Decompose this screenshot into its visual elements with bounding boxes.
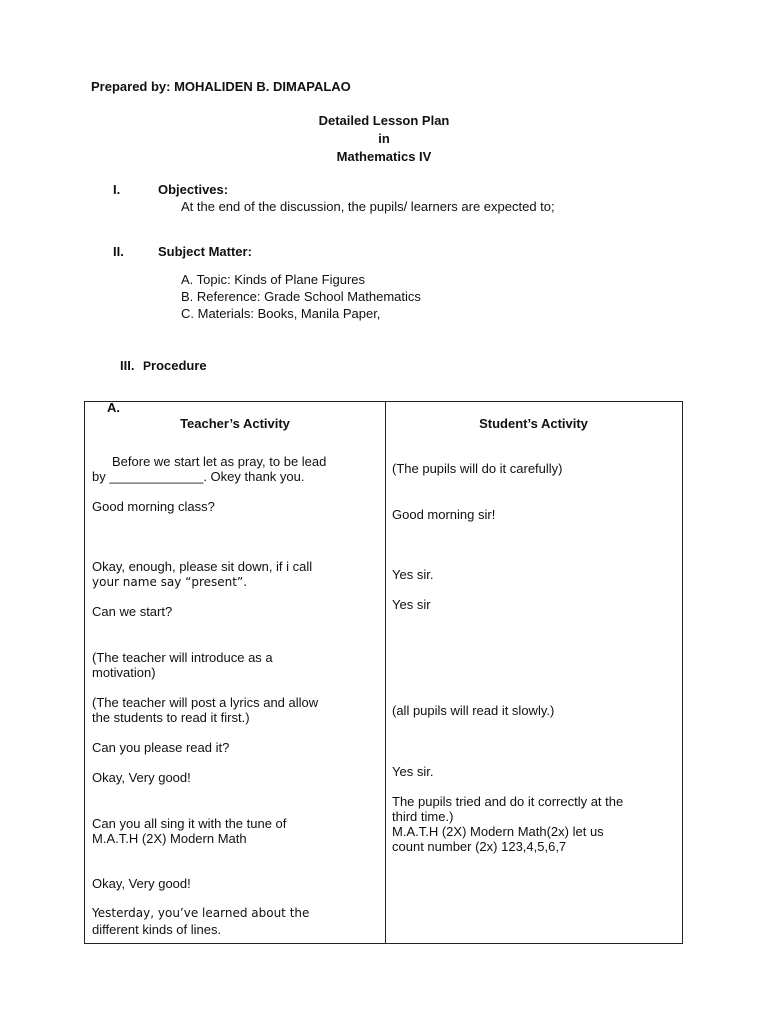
student-read-slowly: (all pupils will read it slowly.)	[392, 703, 555, 718]
teacher-very-good-1: Okay, Very good!	[92, 770, 191, 785]
title-line-2: in	[378, 131, 390, 146]
teacher-sit-down: Okay, enough, please sit down, if i call	[92, 559, 313, 574]
student-activity-header: Student’s Activity	[479, 416, 588, 431]
teacher-yesterday: Yesterday, you’ve learned about the	[92, 906, 310, 920]
title-line-1: Detailed Lesson Plan	[318, 113, 450, 128]
procedure-numeral: III.	[120, 358, 135, 373]
title-line-3: Mathematics IV	[336, 149, 432, 164]
teacher-greeting: Good morning class?	[92, 499, 215, 514]
objectives-text: At the end of the discussion, the pupils/ learners are expected to;	[181, 199, 555, 214]
teacher-prayer: Before we start let as pray, to be lead by _____________. Okey thank you.	[92, 454, 327, 484]
teacher-motivation: (The teacher will introduce as a motivation)	[92, 650, 273, 680]
objectives-heading: Objectives:	[158, 182, 229, 197]
subject-materials: C. Materials: Books, Manila Paper,	[181, 306, 381, 321]
teacher-read-it: Can you please read it?	[92, 740, 230, 755]
objectives-numeral: I.	[113, 182, 121, 197]
student-yes-sir-1: Yes sir.	[392, 567, 434, 582]
activity-table	[84, 401, 683, 944]
procedure-heading: Procedure	[143, 358, 207, 373]
teacher-say-present: your name say “present”.	[92, 575, 248, 589]
student-sing-response: The pupils tried and do it correctly at the third time.) M.A.T.H (2X) Modern Math(2x) let us count number (2x) 123,4,5,6,7	[392, 794, 624, 854]
teacher-kinds-of-lines: different kinds of lines.	[92, 922, 222, 937]
subject-matter-numeral: II.	[113, 244, 124, 259]
student-yes-sir-2: Yes sir	[392, 597, 431, 612]
teacher-post-lyrics: (The teacher will post a lyrics and allow the students to read it first.)	[92, 695, 319, 725]
teacher-can-we-start: Can we start?	[92, 604, 173, 619]
prepared-by: Prepared by: MOHALIDEN B. DIMAPALAO	[91, 79, 351, 94]
teacher-very-good-2: Okay, Very good!	[92, 876, 191, 891]
teacher-sing-tune: Can you all sing it with the tune of M.A.T.H (2X) Modern Math	[92, 816, 287, 846]
column-divider	[385, 402, 386, 943]
student-yes-sir-3: Yes sir.	[392, 764, 434, 779]
subject-reference: B. Reference: Grade School Mathematics	[181, 289, 421, 304]
table-sub-label: A.	[107, 400, 120, 415]
subject-topic: A. Topic: Kinds of Plane Figures	[181, 272, 366, 287]
teacher-activity-header: Teacher’s Activity	[180, 416, 290, 431]
student-greeting: Good morning sir!	[392, 507, 496, 522]
student-pray: (The pupils will do it carefully)	[392, 461, 563, 476]
subject-matter-heading: Subject Matter:	[158, 244, 252, 259]
